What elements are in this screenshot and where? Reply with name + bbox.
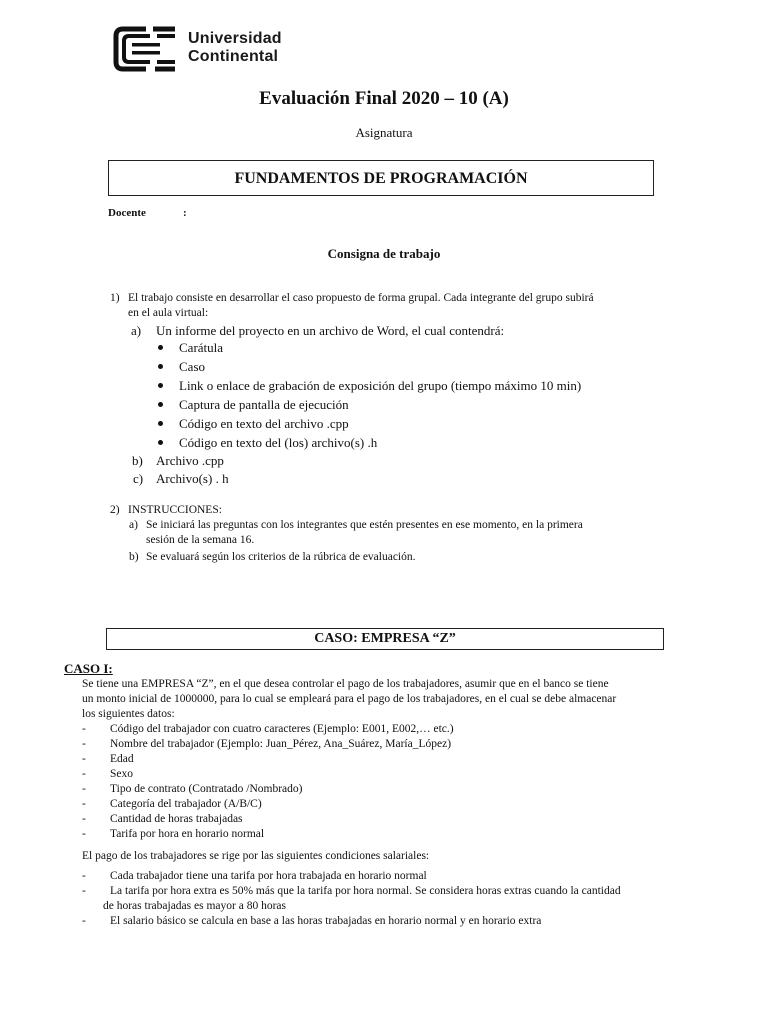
bullet-icon bbox=[158, 402, 163, 407]
field-item: Edad bbox=[110, 753, 134, 765]
item2-a-line2: sesión de la semana 16. bbox=[146, 534, 255, 546]
field-item: Tipo de contrato (Contratado /Nombrado) bbox=[110, 783, 303, 795]
bullet-item: Código en texto del (los) archivo(s) .h bbox=[179, 435, 378, 450]
case-heading: CASO I: bbox=[64, 661, 113, 676]
case-intro-line: los siguientes datos: bbox=[82, 708, 175, 720]
logo-text-line1: Universidad bbox=[188, 30, 282, 47]
bullet-icon bbox=[158, 364, 163, 369]
condition-line: de horas trabajadas es mayor a 80 horas bbox=[103, 900, 286, 912]
dash-icon: - bbox=[82, 870, 86, 882]
dash-icon: - bbox=[82, 768, 86, 780]
bullet-item: Código en texto del archivo .cpp bbox=[179, 416, 349, 431]
subitem-letter: a) bbox=[129, 519, 138, 531]
dash-icon: - bbox=[82, 783, 86, 795]
item2-b-text: Se evaluará según los criterios de la rúbrica de evaluación. bbox=[146, 551, 416, 563]
subject-box: FUNDAMENTOS DE PROGRAMACIÓN bbox=[108, 160, 654, 196]
field-item: Sexo bbox=[110, 768, 133, 780]
subitem-letter: b) bbox=[132, 453, 143, 468]
case-intro-line: Se tiene una EMPRESA “Z”, en el que desea controlar el pago de los trabajadores, asumir que en el banco se tiene bbox=[82, 678, 609, 690]
bullet-icon bbox=[158, 345, 163, 350]
logo-text-line2: Continental bbox=[188, 48, 279, 65]
bullet-item: Captura de pantalla de ejecución bbox=[179, 397, 349, 412]
subitem-letter: b) bbox=[129, 551, 139, 563]
dash-icon: - bbox=[82, 885, 86, 897]
bullet-icon bbox=[158, 421, 163, 426]
subitem-c-text: Archivo(s) . h bbox=[156, 471, 229, 486]
case-title-box: CASO: EMPRESA “Z” bbox=[106, 628, 664, 650]
dash-icon: - bbox=[82, 798, 86, 810]
bullet-item: Link o enlace de grabación de exposición del grupo (tiempo máximo 10 min) bbox=[179, 378, 582, 393]
dash-icon: - bbox=[82, 813, 86, 825]
subitem-letter: c) bbox=[133, 471, 144, 486]
subitem-letter: a) bbox=[131, 323, 142, 338]
item-number: 1) bbox=[110, 292, 120, 304]
field-item: Código del trabajador con cuatro caracteres (Ejemplo: E001, E002,… etc.) bbox=[110, 723, 454, 735]
docente-label: Docente bbox=[108, 207, 146, 219]
subject-label: Asignatura bbox=[355, 125, 413, 140]
document-title: Evaluación Final 2020 – 10 (A) bbox=[259, 88, 509, 109]
field-item: Tarifa por hora en horario normal bbox=[110, 828, 265, 840]
dash-icon: - bbox=[82, 723, 86, 735]
field-item: Cantidad de horas trabajadas bbox=[110, 813, 243, 825]
case-intro-line: un monto inicial de 1000000, para lo cual se empleará para el pago de los trabajadores, en el cual se debe almacenar bbox=[82, 693, 617, 705]
conditions-intro: El pago de los trabajadores se rige por las siguientes condiciones salariales: bbox=[82, 850, 430, 862]
condition-line: El salario básico se calcula en base a las horas trabajadas en horario normal y en horario extra bbox=[110, 915, 542, 927]
bullet-item: Caso bbox=[179, 359, 205, 374]
consigna-heading: Consigna de trabajo bbox=[327, 246, 441, 261]
item2-text: INSTRUCCIONES: bbox=[128, 504, 222, 516]
field-item: Nombre del trabajador (Ejemplo: Juan_Pérez, Ana_Suárez, María_López) bbox=[110, 738, 452, 750]
dash-icon: - bbox=[82, 828, 86, 840]
subitem-a-text: Un informe del proyecto en un archivo de Word, el cual contendrá: bbox=[156, 323, 505, 338]
item-number: 2) bbox=[110, 504, 120, 516]
dash-icon: - bbox=[82, 738, 86, 750]
bullet-item: Carátula bbox=[179, 340, 224, 355]
condition-line: Cada trabajador tiene una tarifa por hora trabajada en horario normal bbox=[110, 870, 427, 882]
docente-colon: : bbox=[183, 207, 187, 219]
bullet-icon bbox=[158, 440, 163, 445]
field-item: Categoría del trabajador (A/B/C) bbox=[110, 798, 262, 810]
dash-icon: - bbox=[82, 915, 86, 927]
item1-line1: El trabajo consiste en desarrollar el caso propuesto de forma grupal. Cada integrante del grupo subirá bbox=[128, 292, 594, 304]
bullet-icon bbox=[158, 383, 163, 388]
subitem-b-text: Archivo .cpp bbox=[156, 453, 224, 468]
item1-line2: en el aula virtual: bbox=[128, 307, 209, 319]
item2-a-line1: Se iniciará las preguntas con los integrantes que estén presentes en ese momento, en la primera bbox=[146, 519, 583, 531]
condition-line: La tarifa por hora extra es 50% más que la tarifa por hora normal. Se considera horas extras cuando la cantidad bbox=[110, 885, 621, 897]
dash-icon: - bbox=[82, 753, 86, 765]
university-logo-icon bbox=[113, 26, 179, 72]
